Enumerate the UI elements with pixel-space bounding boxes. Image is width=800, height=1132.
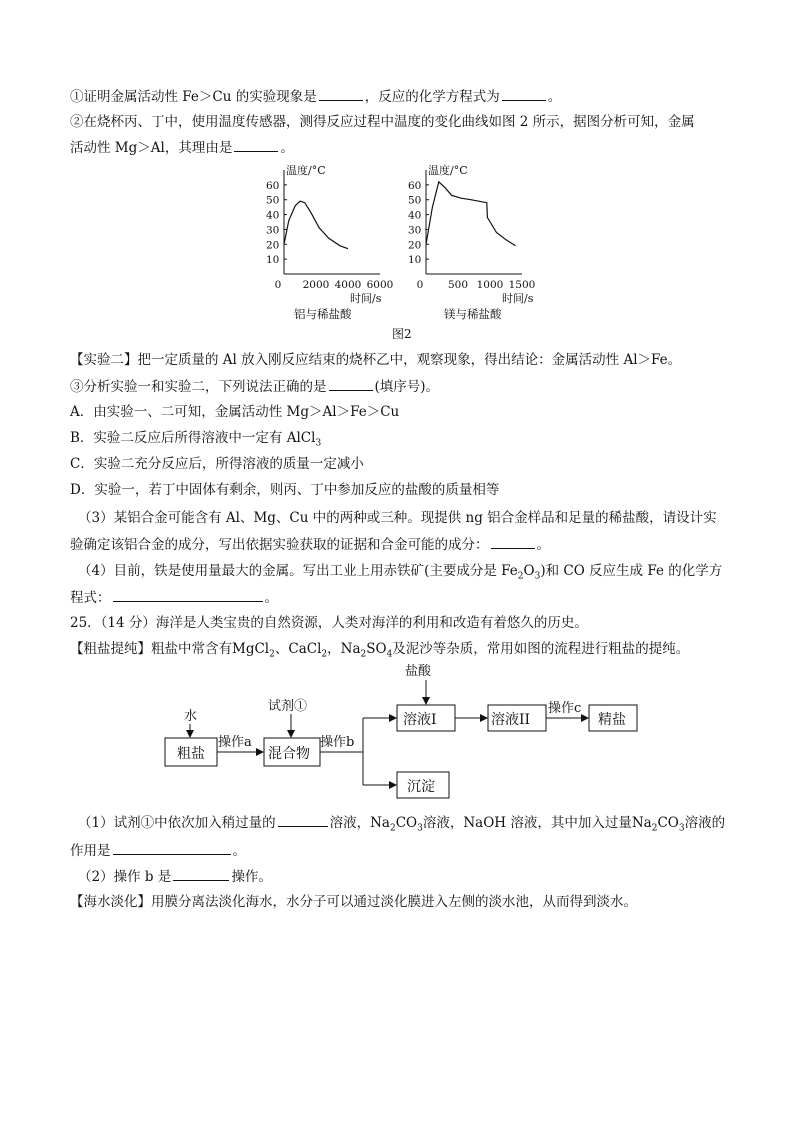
reagent-label: 试剂①: [268, 699, 308, 714]
y-tick-label: 50: [266, 194, 280, 207]
solution2-label: 溶液II: [491, 712, 531, 728]
chart-aluminum: [262, 158, 402, 328]
x-tick-label: 4000: [334, 279, 362, 291]
op-a-label: 操作a: [218, 735, 252, 750]
y-axis-label: 温度/°C: [428, 164, 468, 177]
q24-part3: ③分析实验一和实验二，下列说法正确的是 (填序号)。: [70, 376, 439, 397]
q25-2: （2）操作 b 是 操作。: [78, 866, 272, 887]
fine-salt-label: 精盐: [598, 712, 626, 728]
x-tick-label: 0: [274, 279, 282, 291]
crude-salt-label: 粗盐: [177, 746, 205, 762]
mixture-label: 混合物: [268, 746, 310, 762]
y-axis-label: 温度/°C: [286, 164, 326, 177]
q24-3-line2: 验确定该铝合金的成分，写出依据实验获取的证据和合金可能的成分： 。: [70, 534, 550, 555]
chart-subtitle: 镁与稀盐酸: [444, 307, 502, 321]
answer-blank[interactable]: [173, 866, 229, 881]
answer-blank[interactable]: [234, 137, 278, 152]
y-tick-label: 40: [266, 209, 280, 222]
q24-4-line2: 程式： 。: [70, 587, 278, 608]
q24-line3: 活动性 Mg＞Al，其理由是 。: [70, 137, 294, 158]
answer-blank[interactable]: [278, 812, 328, 827]
y-tick-label: 50: [408, 194, 422, 207]
x-axis-label: 时间/s: [350, 292, 382, 305]
figure-caption: 图2: [392, 327, 412, 341]
water-label: 水: [184, 709, 198, 724]
option-a: A．由实验一、二可知，金属活动性 Mg＞Al＞Fe＞Cu: [70, 404, 400, 420]
y-tick-label: 40: [408, 209, 422, 222]
q25-1-line2: 作用是 。: [70, 840, 246, 861]
q24-4-line1: （4）目前，铁是使用量最大的金属。写出工业上用赤铁矿(主要成分是 $Fe_2O_3$)和 CO 反应生成 Fe 的化学方: [78, 563, 723, 582]
temperature-curve: [426, 182, 516, 246]
y-tick-label: 30: [408, 224, 422, 237]
q24-3-line1: （3）某铝合金可能含有 Al、Mg、Cu 中的两种或三种。现提供 ng 铝合金样品和足量的稀盐酸，请设计实: [78, 510, 717, 526]
answer-blank[interactable]: [502, 86, 546, 101]
precipitate-label: 沉淀: [407, 779, 435, 795]
x-tick-label: 2000: [302, 279, 330, 291]
q25-title: 25．（14 分）海洋是人类宝贵的自然资源，人类对海洋的利用和改造有着悠久的历史。: [70, 615, 588, 631]
acid-label: 盐酸: [405, 664, 432, 679]
y-tick-label: 20: [408, 239, 422, 252]
solution1-label: 溶液I: [403, 712, 437, 728]
y-tick-label: 60: [266, 179, 280, 192]
x-tick-label: 500: [447, 279, 469, 291]
x-tick-label: 6000: [366, 279, 394, 291]
q24-line1: ①证明金属活动性 Fe＞Cu 的实验现象是 ，反应的化学方程式为 。: [70, 86, 561, 107]
temperature-curve: [284, 201, 348, 249]
y-tick-label: 30: [266, 224, 280, 237]
chart-subtitle: 铝与稀盐酸: [294, 307, 352, 321]
y-tick-label: 20: [266, 239, 280, 252]
answer-blank[interactable]: [113, 840, 231, 855]
chart-magnesium: [404, 158, 544, 328]
purification-flowchart: [150, 660, 670, 802]
answer-blank[interactable]: [491, 534, 535, 549]
experiment2: 【实验二】把一定质量的 Al 放入刚反应结束的烧杯乙中，观察现象，得出结论：金属活动性 Al＞Fe。: [70, 352, 682, 368]
y-tick-label: 10: [266, 254, 280, 267]
answer-blank[interactable]: [329, 376, 373, 391]
option-d: D．实验一，若丁中固体有剩余，则丙、丁中参加反应的盐酸的质量相等: [70, 482, 500, 498]
q25-1-line1: （1）试剂①中依次加入稍过量的 溶液，$Na_2CO_3$溶液，NaOH 溶液，其中加入过量$Na_2CO_3$溶液的: [78, 812, 725, 839]
y-tick-label: 10: [408, 254, 422, 267]
x-tick-label: 0: [416, 279, 424, 291]
option-b: B．实验二反应后所得溶液中一定有 AlCl$_3$: [70, 430, 322, 449]
q24-line2: ②在烧杯丙、丁中，使用温度传感器，测得反应过程中温度的变化曲线如图 2 所示，据图分析可知，金属: [70, 114, 695, 130]
op-c-label: 操作c: [548, 701, 582, 716]
answer-blank[interactable]: [113, 587, 263, 602]
q25-desalination: 【海水淡化】用膜分离法淡化海水，水分子可以通过淡化膜进入左侧的淡水池，从而得到淡水。: [70, 894, 637, 910]
x-tick-label: 1000: [476, 279, 504, 291]
op-b-label: 操作b: [320, 735, 355, 750]
answer-blank[interactable]: [319, 86, 363, 101]
q25-crude-salt-intro: 【粗盐提纯】粗盐中常含有MgCl$_2$、CaCl$_2$，$Na_2SO_4$及泥沙等杂质，常用如图的流程进行粗盐的提纯。: [70, 641, 690, 660]
x-axis-label: 时间/s: [502, 292, 534, 305]
y-tick-label: 60: [408, 179, 422, 192]
x-tick-label: 1500: [508, 279, 536, 291]
option-c: C．实验二充分反应后，所得溶液的质量一定减小: [70, 456, 364, 472]
